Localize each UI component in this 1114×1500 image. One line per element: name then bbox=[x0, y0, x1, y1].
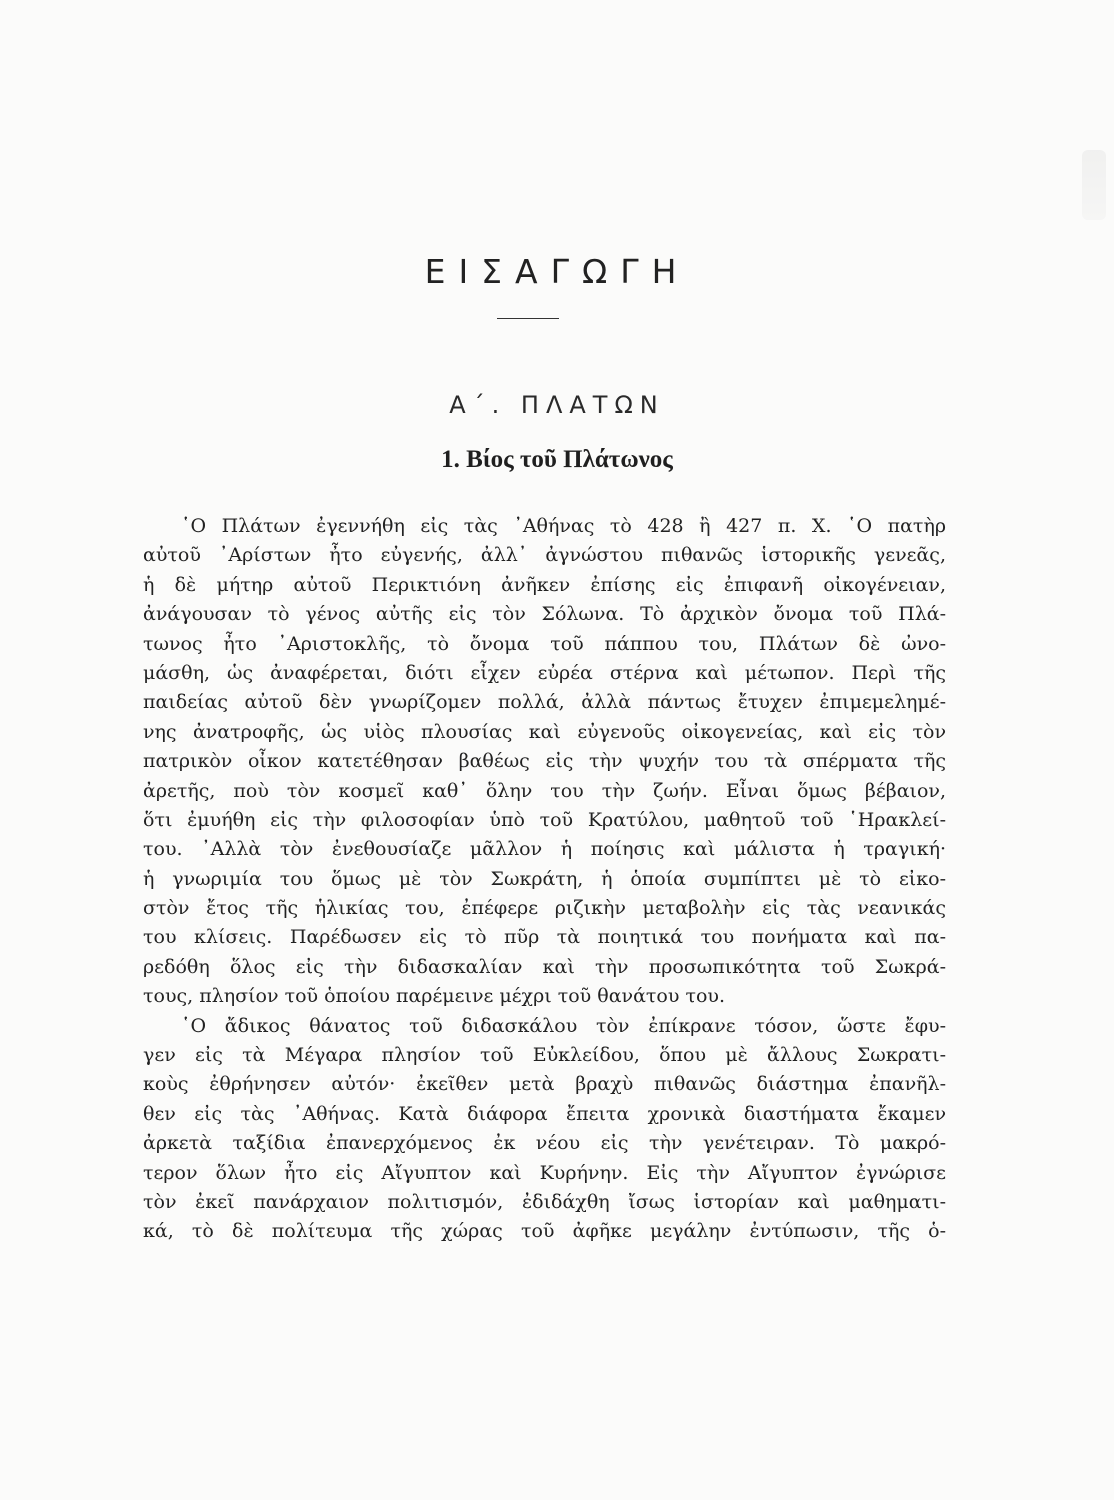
text-line: ἀνάγουσαν τὸ γένος αὐτῆς εἰς τὸν Σόλωνα. Τὸ ἀρχικὸν ὄνομα τοῦ Πλά- bbox=[143, 603, 946, 626]
text-line: του. ᾽Αλλὰ τὸν ἐνεθουσίαζε μᾶλλον ἡ ποίησις καὶ μάλιστα ἡ τραγική· bbox=[143, 838, 946, 861]
text-line: ἀρκετὰ ταξίδια ἐπανερχόμενος ἐκ νέου εἰς τὴν γενέτειραν. Τὸ μακρό- bbox=[143, 1132, 946, 1155]
text-line: ῾Ο ἄδικος θάνατος τοῦ διδασκάλου τὸν ἐπίκρανε τόσον, ὥστε ἔφυ- bbox=[181, 1014, 946, 1037]
section-title: Α΄. ΠΛΑΤΩΝ bbox=[449, 391, 665, 419]
text-line: ρεδόθη ὅλος εἰς τὴν διδασκαλίαν καὶ τὴν προσωπικότητα τοῦ Σωκρά- bbox=[143, 955, 946, 978]
text-line: ῾Ο Πλάτων ἐγεννήθη εἰς τὰς ᾽Αθήνας τὸ 428 ἢ 427 π. Χ. ῾Ο πατὴρ bbox=[181, 515, 946, 537]
text-line: ἀρετῆς, ποὺ τὸν κοσμεῖ καθ᾽ ὅλην του τὴν ζωήν. Εἶναι ὅμως βέβαιον, bbox=[143, 779, 946, 802]
body-text bbox=[143, 512, 946, 1247]
text-line: κοὺς ἐθρήνησεν αὐτόν· ἐκεῖθεν μετὰ βραχὺ πιθανῶς διάστημα ἐπανῆλ- bbox=[143, 1073, 946, 1096]
text-line: παιδείας αὐτοῦ δὲν γνωρίζομεν πολλά, ἀλλὰ πάντως ἔτυχεν ἐπιμεμελημέ- bbox=[143, 691, 946, 714]
text-line: κά, τὸ δὲ πολίτευμα τῆς χώρας τοῦ ἀφῆκε μεγάλην ἐντύπωσιν, τῆς ὁ- bbox=[143, 1220, 946, 1243]
text-line: ἡ δὲ μήτηρ αὐτοῦ Περικτιόνη ἀνῆκεν ἐπίσης εἰς ἐπιφανῆ οἰκογένειαν, bbox=[143, 573, 946, 596]
text-line: πατρικὸν οἶκον κατετέθησαν βαθέως εἰς τὴν ψυχήν του τὰ σπέρματα τῆς bbox=[143, 750, 946, 773]
subsection-heading: 1. Βίος τοῦ Πλάτωνος bbox=[441, 446, 673, 473]
title-divider bbox=[497, 318, 559, 319]
chapter-title: ΕΙΣΑΓΩΓΗ bbox=[424, 252, 690, 291]
text-line: τὸν ἐκεῖ πανάρχαιον πολιτισμόν, ἐδιδάχθη ἴσως ἱστορίαν καὶ μαθηματι- bbox=[143, 1190, 946, 1213]
text-line: θεν εἰς τὰς ᾽Αθήνας. Κατὰ διάφορα ἔπειτα χρονικὰ διαστήματα ἔκαμεν bbox=[143, 1102, 946, 1125]
text-line: μάσθη, ὡς ἀναφέρεται, διότι εἶχεν εὐρέα στέρνα καὶ μέτωπον. Περὶ τῆς bbox=[143, 661, 946, 684]
text-line: του κλίσεις. Παρέδωσεν εἰς τὸ πῦρ τὰ ποιητικά του πονήματα καὶ πα- bbox=[143, 926, 946, 949]
text-line: νης ἀνατροφῆς, ὡς υἱὸς πλουσίας καὶ εὐγενοῦς οἰκογενείας, καὶ εἰς τὸν bbox=[143, 720, 946, 743]
page-edge-shadow bbox=[1082, 150, 1106, 220]
text-line: τους, πλησίον τοῦ ὁποίου παρέμεινε μέχρι τοῦ θανάτου του. bbox=[143, 985, 726, 1008]
text-line: τωνος ἦτο ᾽Αριστοκλῆς, τὸ ὄνομα τοῦ πάππου του, Πλάτων δὲ ὠνο- bbox=[143, 632, 946, 655]
text-line: στὸν ἔτος τῆς ἡλικίας του, ἐπέφερε ριζικὴν μεταβολὴν εἰς τὰς νεανικάς bbox=[143, 897, 946, 920]
text-line: ὅτι ἐμυήθη εἰς τὴν φιλοσοφίαν ὑπὸ τοῦ Κρατύλου, μαθητοῦ τοῦ ῾Ηρακλεί- bbox=[143, 808, 946, 831]
text-line: αὐτοῦ ᾽Αρίστων ἦτο εὐγενής, ἀλλ᾽ ἀγνώστου πιθανῶς ἱστορικῆς γενεᾶς, bbox=[143, 544, 946, 567]
text-line: γεν εἰς τὰ Μέγαρα πλησίον τοῦ Εὐκλείδου, ὅπου μὲ ἄλλους Σωκρατι- bbox=[143, 1044, 946, 1067]
text-line: τερον ὅλων ἦτο εἰς Αἴγυπτον καὶ Κυρήνην. Εἰς τὴν Αἴγυπτον ἐγνώρισε bbox=[143, 1161, 946, 1184]
text-line: ἡ γνωριμία του ὅμως μὲ τὸν Σωκράτη, ἡ ὁποία συμπίπτει μὲ τὸ εἰκο- bbox=[143, 867, 946, 890]
